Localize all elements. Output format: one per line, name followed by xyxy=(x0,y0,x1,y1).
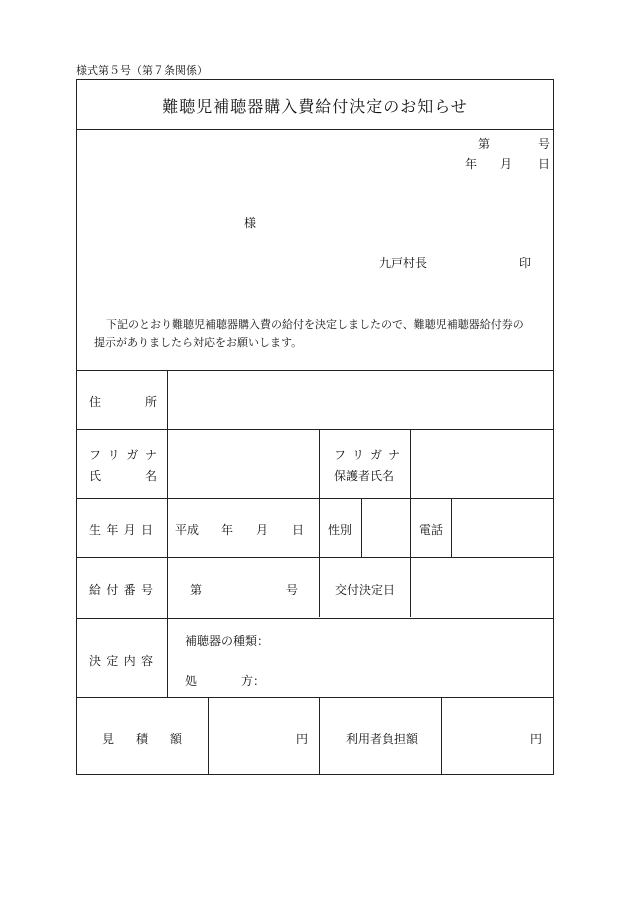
guardian-furigana-label xyxy=(334,446,400,463)
birth-tsuki: 月 xyxy=(256,523,269,537)
benefit-number-char: 番 xyxy=(123,583,136,597)
header-tsuki: 月 xyxy=(500,157,513,171)
gender-label: 性別 xyxy=(328,523,353,537)
benefit-number-char: 給 xyxy=(89,583,102,597)
estimate-char: 額 xyxy=(169,732,182,746)
issue-date-label: 交付決定日 xyxy=(335,583,396,597)
estimate-value-line xyxy=(208,697,209,775)
benefit-number-label xyxy=(89,581,153,598)
row-line-2 xyxy=(76,498,554,499)
estimate-char: 積 xyxy=(135,732,148,746)
header-nen: 年 xyxy=(465,157,478,171)
address-label-char: 所 xyxy=(144,395,157,409)
form-frame xyxy=(76,79,554,775)
addressee-suffix: 様 xyxy=(244,216,257,230)
body-text-line2: 提示がありましたら対応をお願いします。 xyxy=(94,336,303,349)
guardian-furigana-char: フ xyxy=(334,448,347,462)
phone-label: 電話 xyxy=(419,523,444,537)
guardian-furigana-char: ナ xyxy=(387,448,400,462)
row-line-3 xyxy=(76,557,554,558)
issuer-name: 九戸村長 xyxy=(379,256,428,270)
table-top-line xyxy=(76,370,554,371)
decision-char: 内 xyxy=(123,654,136,668)
gender-value-line xyxy=(361,498,362,557)
header-hi: 日 xyxy=(538,157,551,171)
guardian-name-label: 保護者氏名 xyxy=(334,469,395,483)
benefit-dai: 第 xyxy=(190,583,203,597)
share-label-line xyxy=(319,697,320,775)
furigana-char: ナ xyxy=(144,448,157,462)
decision-char: 容 xyxy=(140,654,153,668)
address-label-char: 住 xyxy=(89,395,102,409)
guardian-furigana-char: ガ xyxy=(369,448,382,462)
furigana-char: フ xyxy=(89,448,102,462)
body-text-line1: 下記のとおり難聴児補聴器購入費の給付を決定しましたので、難聴児補聴器給付券の xyxy=(106,318,524,331)
estimate-label xyxy=(102,730,182,747)
header-dai: 第 xyxy=(478,137,491,151)
prescription-char: 方： xyxy=(240,674,265,688)
user-share-yen: 円 xyxy=(530,732,543,746)
prescription-label xyxy=(185,672,265,689)
row-line-1 xyxy=(76,429,554,430)
address-label xyxy=(89,393,157,410)
seal-mark: 印 xyxy=(519,256,532,270)
birthdate-char: 生 xyxy=(89,523,102,537)
name-label-char: 氏 xyxy=(89,469,102,483)
estimate-char: 見 xyxy=(102,732,115,746)
birthdate-char: 年 xyxy=(106,523,119,537)
guardian-furigana-char: リ xyxy=(351,448,364,462)
estimate-yen: 円 xyxy=(296,732,309,746)
birthdate-char: 日 xyxy=(140,523,153,537)
benefit-number-char: 号 xyxy=(140,583,153,597)
name-label-char: 名 xyxy=(144,469,157,483)
birthdate-char: 月 xyxy=(123,523,136,537)
name-label xyxy=(89,467,157,484)
label-column-line xyxy=(167,370,168,697)
device-type-label: 補聴器の種類： xyxy=(185,634,270,648)
benefit-number-char: 付 xyxy=(106,583,119,597)
birthdate-label xyxy=(89,521,153,538)
birth-nen: 年 xyxy=(221,523,234,537)
decision-label xyxy=(89,652,153,669)
era-label: 平成 xyxy=(175,523,200,537)
right-label-column-line xyxy=(410,429,411,617)
birth-hi: 日 xyxy=(292,523,305,537)
decision-char: 定 xyxy=(106,654,119,668)
phone-value-line xyxy=(451,498,452,557)
document-title: 難聴児補聴器購入費給付決定のお知らせ xyxy=(162,97,468,116)
row-line-5 xyxy=(76,697,554,698)
benefit-go: 号 xyxy=(286,583,299,597)
form-number: 様式第５号（第７条関係） xyxy=(76,64,208,77)
header-go: 号 xyxy=(538,137,551,151)
prescription-char: 処 xyxy=(185,674,198,688)
user-share-label: 利用者負担額 xyxy=(346,732,419,746)
furigana-char: リ xyxy=(107,448,120,462)
furigana-label xyxy=(89,446,157,463)
middle-column-line xyxy=(319,429,320,617)
title-divider xyxy=(76,129,554,130)
furigana-char: ガ xyxy=(126,448,139,462)
share-value-line xyxy=(441,697,442,775)
row-line-4 xyxy=(76,618,554,619)
decision-char: 決 xyxy=(89,654,102,668)
